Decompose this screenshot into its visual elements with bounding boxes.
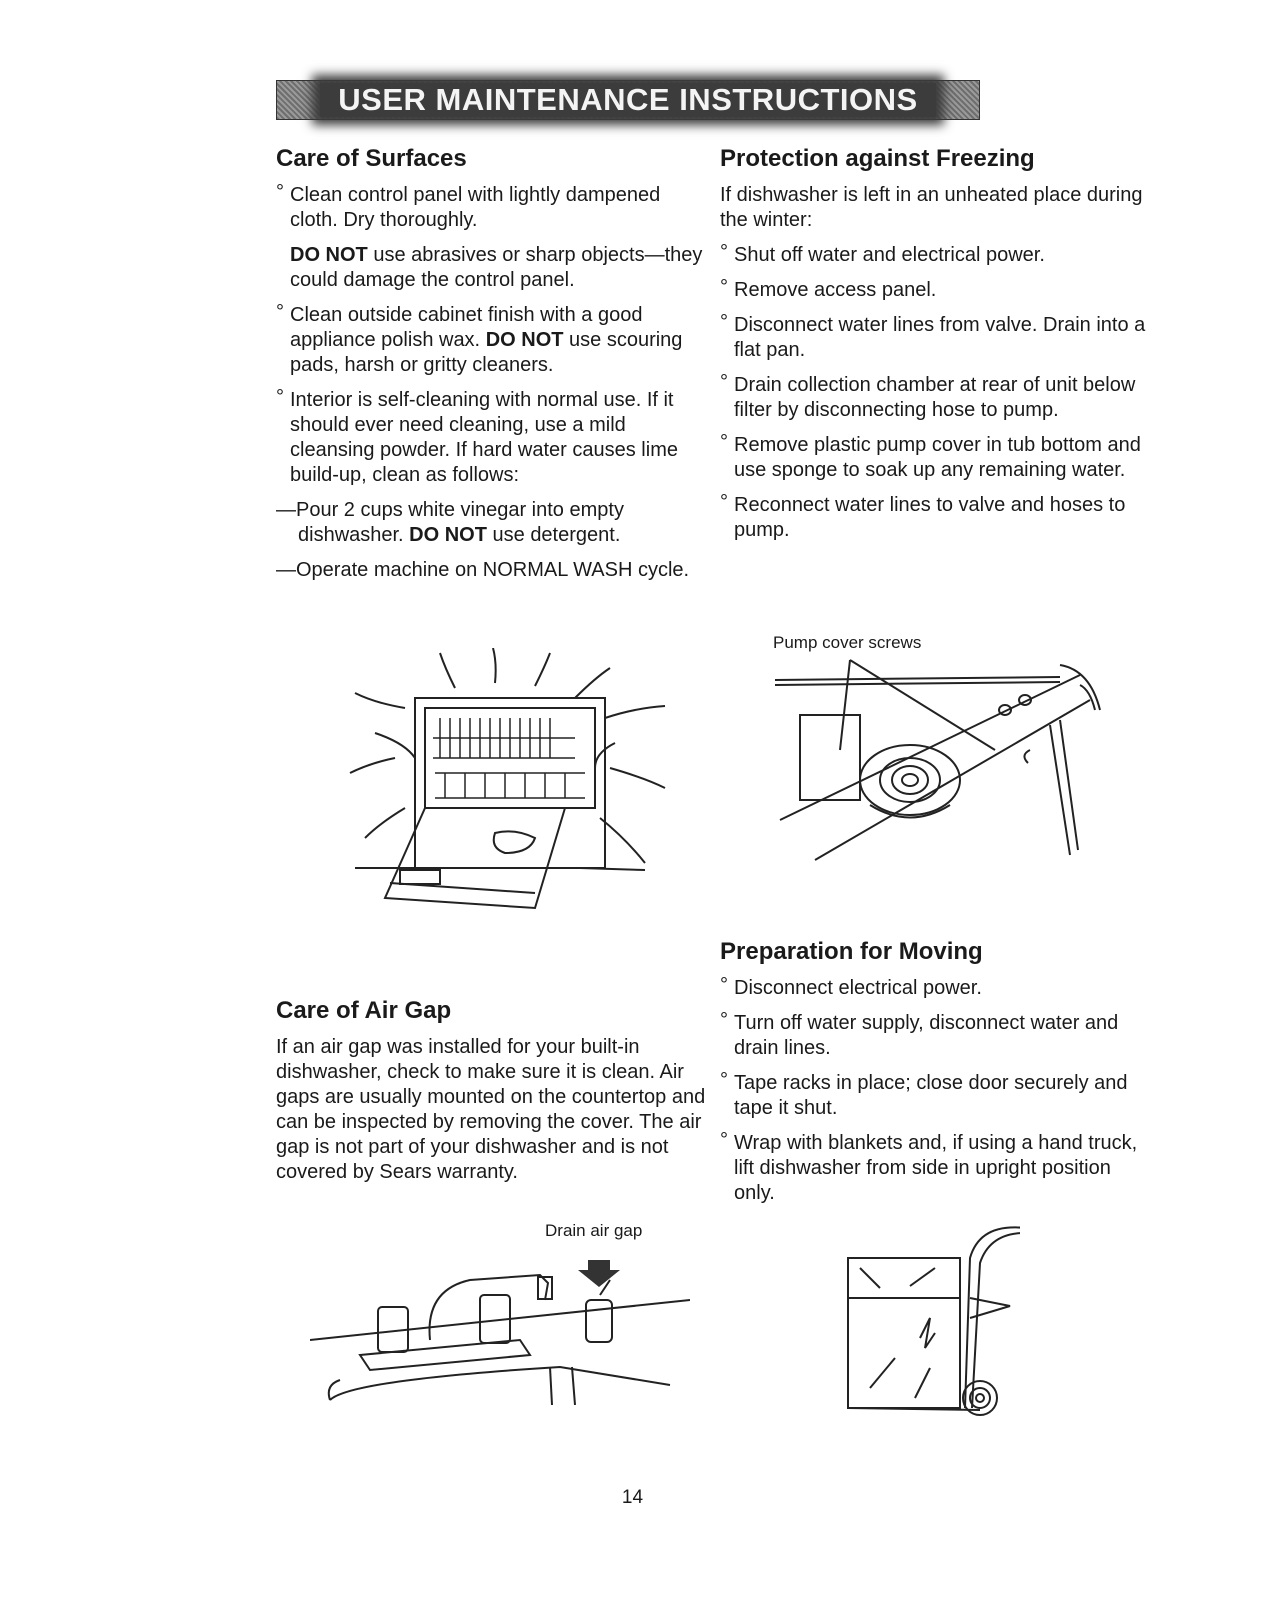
air-gap-heading: Care of Air Gap	[276, 997, 452, 1024]
caution-text: use abrasives or sharp objects—they could damage the control panel.	[290, 244, 703, 291]
list-item: ° Reconnect water lines to valve and hoses to pump.	[720, 493, 1150, 543]
list-item: ° Interior is self-cleaning with normal use. If it should ever need cleaning, use a mild cleansing powder. If hard water causes lime build-up, clean as follows:	[276, 388, 706, 488]
page-number: 14	[621, 1487, 644, 1508]
air-gap-body: If an air gap was installed for your built-in dishwasher, check to make sure it is clean. Air gaps are usually mounted on the countertop and can be inspected by removing the cover. The air gap is not part of your dishwasher and is not covered by Sears warranty.	[276, 1036, 706, 1183]
list-text: use detergent.	[486, 524, 621, 546]
list-item: ° Drain collection chamber at rear of unit below filter by disconnecting hose to pump.	[720, 373, 1150, 423]
list-item: ° Disconnect electrical power.	[720, 976, 1150, 1001]
care-surfaces-list	[276, 183, 706, 233]
banner-title: USER MAINTENANCE INSTRUCTIONS	[320, 83, 935, 117]
list-item: ° Turn off water supply, disconnect water and drain lines.	[720, 1011, 1150, 1061]
do-not-label: DO NOT	[409, 524, 487, 546]
list-text: Clean outside cabinet finish with a good appliance polish wax.	[290, 304, 643, 351]
list-text: —Pour 2 cups white vinegar into empty dishwasher.	[276, 499, 624, 546]
list-item: ° Remove access panel.	[720, 278, 1150, 303]
clean-dishwasher-illustration	[345, 648, 675, 933]
moving-heading: Preparation for Moving	[720, 938, 983, 965]
moving-list	[720, 976, 1150, 1206]
list-item: ° Shut off water and electrical power.	[720, 243, 1150, 268]
air-gap-illustration	[310, 1255, 690, 1405]
list-item	[276, 303, 706, 378]
list-item: ° Wrap with blankets and, if using a hand truck, lift dishwasher from side in upright position only.	[720, 1131, 1150, 1206]
left-column	[276, 145, 706, 593]
list-text: use scouring pads, harsh or gritty cleaners.	[290, 329, 683, 376]
freezing-heading: Protection against Freezing	[720, 145, 1035, 172]
caution-note	[276, 243, 706, 293]
air-gap-section	[276, 997, 706, 1185]
right-column	[720, 145, 1150, 553]
care-surfaces-heading: Care of Surfaces	[276, 145, 467, 172]
section-banner	[276, 80, 980, 120]
do-not-label: DO NOT	[290, 244, 368, 266]
care-surfaces-list-2	[276, 303, 706, 488]
list-item: ° Tape racks in place; close door securely and tape it shut.	[720, 1071, 1150, 1121]
lime-steps-list	[276, 498, 706, 583]
freezing-list	[720, 243, 1150, 543]
pump-cover-caption: Pump cover screws	[773, 633, 922, 652]
list-item	[276, 498, 706, 548]
hand-truck-illustration	[840, 1218, 1020, 1418]
list-item: ° Remove plastic pump cover in tub bottom and use sponge to soak up any remaining water.	[720, 433, 1150, 483]
air-gap-caption: Drain air gap	[545, 1221, 643, 1240]
list-item: —Operate machine on NORMAL WASH cycle.	[276, 559, 690, 581]
list-item: ° Clean control panel with lightly dampened cloth. Dry thoroughly.	[276, 183, 706, 233]
freezing-intro: If dishwasher is left in an unheated place during the winter:	[720, 184, 1143, 231]
list-item: ° Disconnect water lines from valve. Drain into a flat pan.	[720, 313, 1150, 363]
pump-cover-illustration	[760, 655, 1110, 865]
moving-section	[720, 938, 1150, 1216]
do-not-label: DO NOT	[485, 329, 564, 351]
